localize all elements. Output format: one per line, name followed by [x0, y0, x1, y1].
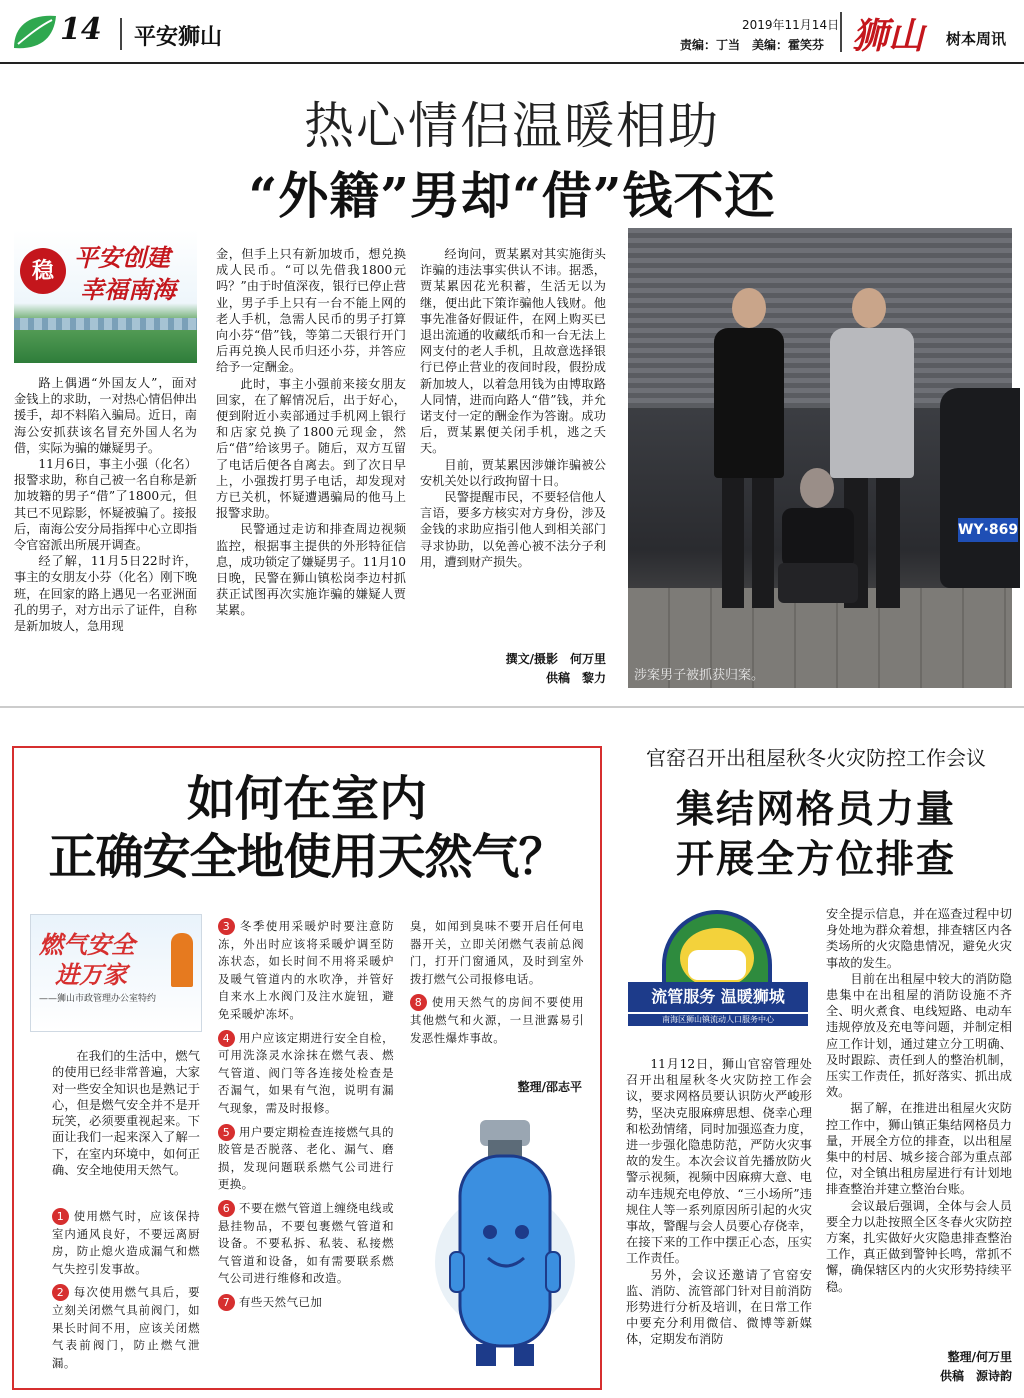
- gas-banner-worker: [171, 933, 193, 987]
- section-name: 平安狮山: [134, 25, 223, 50]
- tip-4: 4 用户应该定期进行安全自检，可用洗涤灵水涂抹在燃气表、燃气管道、阀门等各连接处检查是否漏气，如果有气泡，说明有漏气现象，需及时报修。: [218, 1030, 394, 1115]
- tip-number: 3: [218, 918, 235, 935]
- paragraph: 另外，会议还邀请了官窑安监、消防、流管部门针对目前消防形势进行分析及培训，在日常工作中要充分利用微信、微博等新媒体，定期发布消防: [626, 1267, 812, 1347]
- article1-col2: [216, 246, 406, 619]
- article1-title: 热心情侣温暖相助: [304, 97, 720, 155]
- page-header: [0, 0, 1024, 60]
- credit-source: 供稿 黎力: [545, 671, 606, 685]
- tip-3: 3 冬季使用采暖炉时要注意防冻，外出时应该将采暖炉调至防冻状态，如长时间不用将采暖炉及暖气管道内的水吹净，并管好自来水上水阀门及注水旋钮，避免采暖炉冻坏。: [218, 919, 394, 1021]
- paragraph: 会议最后强调，全体与会人员要全力以赴按照全区冬春火灾防控方案，扎实做好火灾隐患排查整治工作，真正做到警钟长鸣，常抓不懈，确保辖区内的火灾形势持续平稳。: [826, 1198, 1012, 1294]
- article2-title-line1: 如何在室内: [186, 771, 427, 827]
- tip-2: 2 每次使用燃气具后，要立刻关闭燃气具前阀门，如果长时间不用，应该关闭燃气表前阀门，防止燃气泄漏。: [52, 1285, 200, 1370]
- article2-banner: [30, 914, 202, 1032]
- paragraph: 经了解，11月5日22时许，事主的女朋友小芬（化名）刚下晚班，在回家的路上遇见一名亚洲面孔的男子，对方出示了证件，自称是新加坡人，急用现: [14, 554, 197, 634]
- paragraph: 11月12日，狮山官窑管理处召开出租屋秋冬火灾防控工作会议，要求网格员要认识防火严峻形势，坚决克服麻痹思想、侥幸心理和松劲情绪，同时加强巡查力度，进一步强化隐患防范，严防火灾事故的发生。本次会议首先播放防火警示视频，视频中因麻痹大意、电动车违规充电停放、“三小场所”违规住人等一系列原因所引起的火灾事故，警醒与会人员要心存侥幸，在接下来的工作中摆正心态，压实工作责任。: [626, 1057, 812, 1266]
- paragraph: 民警通过走访和排查周边视频监控，根据事主提供的外形特征信息，成功锁定了嫌疑男子。11月10日晚，民警在狮山镇松岗李边村抓获正试图再次实施诈骗的嫌疑人贾某累。: [216, 522, 406, 618]
- page-number: 14: [60, 12, 102, 47]
- article1-credit: [420, 650, 606, 688]
- header-rule: [0, 62, 1024, 64]
- tip-number: 1: [52, 1208, 69, 1225]
- header-divider-right: [840, 12, 842, 52]
- gas-cylinder-illustration: [430, 1112, 580, 1382]
- paragraph: 此时，事主小强前来接女朋友回家，在了解情况后，出于好心，便到附近小卖部通过手机网上银行和店家兑换了1800元现金，然后“借”给该男子。随后，双方互留了电话后便各自离去。到了次日早上，小强拨打男子电话，却发现对方已关机，怀疑遭遇骗局的他马上报警求助。: [216, 376, 406, 521]
- article3-logo: [628, 910, 808, 1040]
- banner-line1: 平安创建: [74, 243, 170, 272]
- article3-title-line1: 集结网格员力量: [675, 786, 956, 831]
- header-logo: 狮山: [852, 15, 925, 57]
- article1-col1: [14, 375, 197, 634]
- tip-7-continued: 臭，如闻到臭味不要开启任何电器开关，立即关闭燃气表前总阀门，打开门窗通风，及时到室外拨打燃气公司报修电话。: [410, 919, 584, 986]
- article3-col1: [626, 1056, 812, 1348]
- header-divider: [120, 18, 122, 50]
- paragraph: 经询问，贾某累对其实施街头诈骗的违法事实供认不讳。据悉，贾某累因花光积蓄，生活无以为继，便出此下策诈骗他人钱财。他事先准备好假证件，在网上购买已退出流通的收藏纸币和一台无法上网支付的老人手机，且故意选择银行已停止营业的夜间时段，假扮成新加坡人，以着急用钱为由博取路人同情，进而向路人“借”钱，并允诺支付一定的酬金作为答谢。成功后，贾某累便关闭手机，逃之夭天。: [420, 247, 606, 456]
- article3-kicker: 官窑召开出租屋秋冬火灾防控工作会议: [646, 746, 986, 770]
- paragraph: 在我们的生活中，燃气的使用已经非常普遍，大家对一些安全知识也是熟记于心，但是燃气安全并不是开玩笑，必须要重视起来。下面让我们一起来深入了解一下，在室内环境中，如何正确、安全地使用天然气。: [52, 1049, 200, 1178]
- issue-date: 2019年11月14日: [742, 18, 840, 32]
- article2-title-line2: 正确安全地使用天然气？: [48, 829, 566, 885]
- paragraph: 据了解，在推进出租屋火灾防控工作中，狮山镇正集结网格员力量，开展全方位的排查，以出租屋集中的村居、城乡接合部为重点部位，对全镇出租房屋进行有计划地排查整治并建立整治台账。: [826, 1101, 1012, 1197]
- article2-tips-col3: [410, 918, 584, 1047]
- photo-car: [940, 388, 1020, 588]
- article2-tips-col1: [52, 1208, 200, 1372]
- gas-banner-sub: ——狮山市政管理办公室特约: [39, 994, 157, 1004]
- article1-banner: [14, 230, 197, 363]
- credit-source: 供稿 源诗韵: [939, 1369, 1012, 1383]
- banner-emblem: 稳: [20, 248, 66, 294]
- section-rule: [0, 706, 1024, 708]
- photo-caption: 涉案男子被抓获归案。: [634, 668, 765, 683]
- tip-8: 8 使用天然气的房间不要使用其他燃气和火源，一旦泄露易引发恶性爆炸事故。: [410, 995, 584, 1045]
- paragraph: 安全提示信息，并在巡查过程中切身处地为群众着想，排查辖区内各类场所的火灾隐患情况，避免火灾事故的发生。: [826, 907, 1012, 970]
- article2-intro: [52, 1048, 200, 1178]
- credit-writer: 撰文/摄影 何万里: [505, 652, 606, 666]
- tip-number: 7: [218, 1294, 235, 1311]
- banner-skyline: [14, 318, 197, 330]
- tip-7: 7 有些天然气已加: [218, 1294, 394, 1312]
- tip-number: 6: [218, 1200, 235, 1217]
- tip-number: 8: [410, 994, 427, 1011]
- photo-shutter: [628, 228, 1012, 408]
- license-plate: WY·869: [958, 518, 1018, 542]
- logo-subtext: 南海区狮山镇流动人口服务中心: [628, 1014, 808, 1026]
- paragraph: 目前在出租屋中较大的消防隐患集中在出租屋的消防设施不齐全、明火煮食、电线短路、电动车违规停放及充电等问题，并制定相应工作计划，通过建立分工明确、及时跟踪、责任到人的整治机制，压实工作责任，抓好落实、抓出成效。: [826, 971, 1012, 1100]
- tip-6: 6 不要在燃气管道上缠绕电线或悬挂物品，不要包裹燃气管道和设备。不要私拆、私装、私接燃气管道和设备，如有需要联系燃气公司进行维修和改造。: [218, 1200, 394, 1286]
- gas-banner-line2: 进万家: [55, 960, 127, 989]
- tip-number: 2: [52, 1284, 69, 1301]
- article3-col2: [826, 906, 1012, 1295]
- tip-number: 4: [218, 1030, 235, 1047]
- tip-number: 5: [218, 1124, 235, 1141]
- article2-credit: 整理/邵志平: [517, 1080, 582, 1094]
- paragraph: 路上偶遇“外国友人”，面对金钱上的求助，一对热心情侣伸出援手，却不料陷入骗局。近日，南海公安抓获该名冒充外国人名为借，实际为骗的嫌疑男子。: [14, 376, 197, 455]
- gas-banner-line1: 燃气安全: [39, 930, 135, 959]
- credit-editor: 整理/何万里: [947, 1350, 1012, 1364]
- tip-5: 5 用户要定期检查连接燃气具的胶管是否脱落、老化、漏气、磨损，发现问题联系燃气公司进行更换。: [218, 1124, 394, 1192]
- article1-col3: [420, 246, 606, 570]
- logo-text: 流管服务 温暖狮城: [628, 982, 808, 1012]
- weekly-name: 树本周讯: [946, 30, 1007, 48]
- leaf-icon: [10, 10, 60, 54]
- tip-1: 1 使用燃气时，应该保持室内通风良好，不要远离厨房，防止熄火造成漏气和燃气失控引发事故。: [52, 1209, 200, 1276]
- editors: 责编：丁当 美编：霍笑芬: [680, 38, 825, 52]
- article1-photo: [628, 228, 1019, 688]
- paragraph: 11月6日，事主小强（化名）报警求助，称自己被一名自称是新加坡籍的男子“借”了1800元，但其已不见踪影，怀疑被骗了。接报后，南海公安分局指挥中心立即指令官窑派出所展开调查。: [14, 457, 197, 553]
- banner-line2: 幸福南海: [80, 275, 176, 304]
- article2-tips-col2: [218, 918, 394, 1311]
- suspect: [778, 468, 858, 608]
- article1-subtitle: “外籍”男却“借”钱不还: [248, 166, 776, 225]
- article3-credit: [826, 1348, 1012, 1386]
- paragraph: 目前，贾某累因涉嫌诈骗被公安机关处以行政拘留十日。: [420, 457, 606, 488]
- paragraph: 金，但手上只有新加坡币，想兑换成人民币。“可以先借我1800元吗？”由于时值深夜，银行已停止营业，男子手上只有一台不能上网的老人手机，急需人民币的男子打算向小芬“借”钱，等第二天银行开门后再兑换人民币归还小芬，并答应给予一定酬金。: [216, 247, 406, 375]
- article3-title-line2: 开展全方位排查: [675, 836, 956, 881]
- paragraph: 民警提醒市民，不要轻信他人言语，要多方核实对方身份，涉及金钱的求助应指引他人到相关部门寻求协助，以免善心被不法分子利用，遭到财产损失。: [420, 490, 606, 569]
